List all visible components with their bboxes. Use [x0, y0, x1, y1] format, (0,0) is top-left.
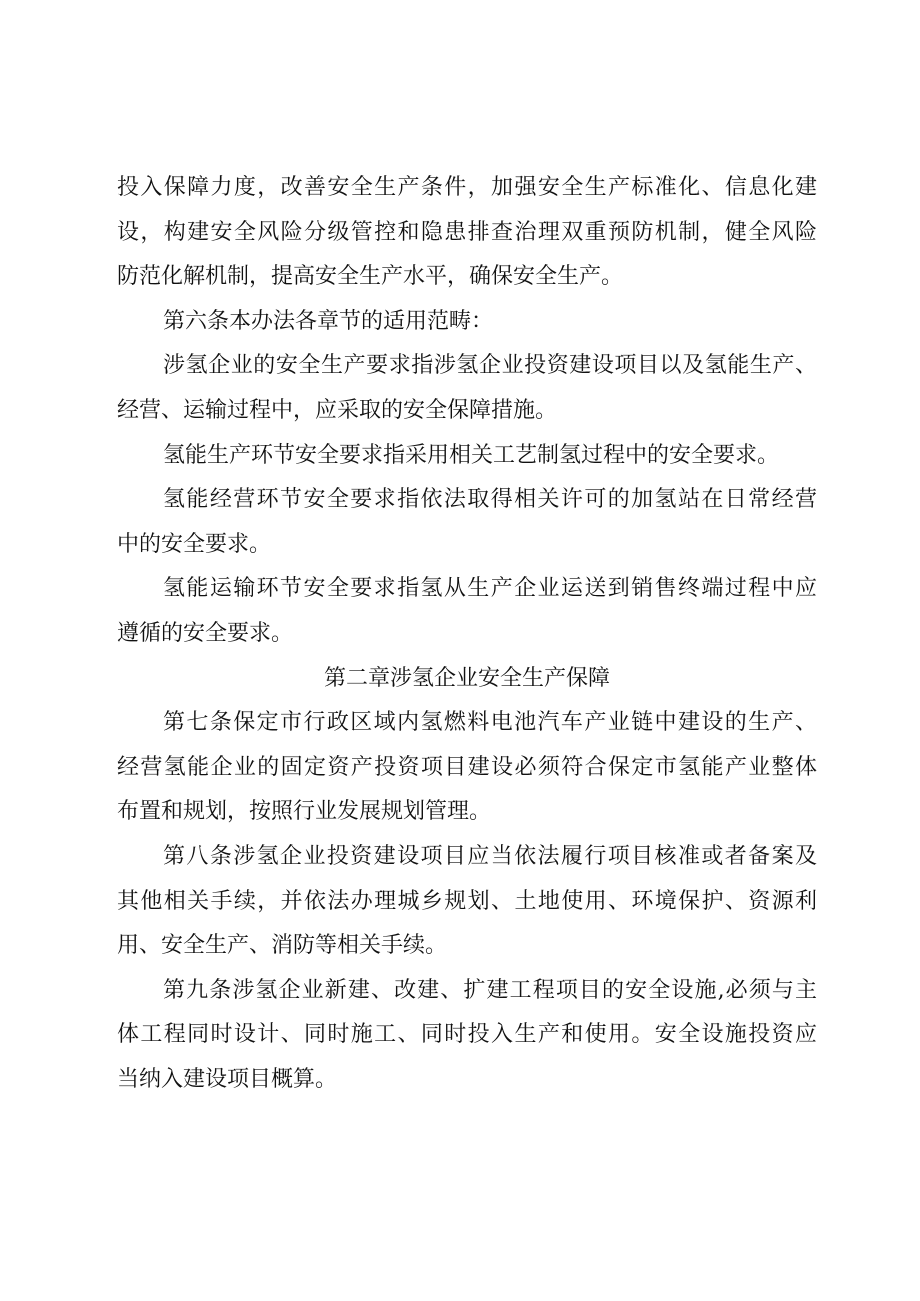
article-heading: 第六条本办法各章节的适用范畴：	[163, 308, 494, 334]
paragraph-line: 遵循的安全要求。	[117, 620, 294, 646]
paragraph-line: 氢能生产环节安全要求指采用相关工艺制氢过程中的安全要求。	[163, 442, 780, 468]
paragraph-line: 氢能运输环节安全要求指氢从生产企业运送到销售终端过程中应	[163, 576, 817, 602]
paragraph-line: 第八条涉氢企业投资建设项目应当依法履行项目核准或者备案及	[163, 843, 817, 869]
paragraph-line: 布置和规划，按照行业发展规划管理。	[117, 799, 492, 825]
paragraph-line: 其他相关手续，并依法办理城乡规划、土地使用、环境保护、资源利	[117, 888, 817, 914]
paragraph-line: 第七条保定市行政区域内氢燃料电池汽车产业链中建设的生产、	[163, 710, 817, 736]
paragraph-line: 经营、运输过程中，应采取的安全保障措施。	[117, 397, 558, 423]
paragraph-line: 涉氢企业的安全生产要求指涉氢企业投资建设项目以及氢能生产、	[163, 353, 817, 379]
paragraph-line: 防范化解机制，提高安全生产水平，确保安全生产。	[117, 264, 624, 290]
paragraph-line: 当纳入建设项目概算。	[117, 1066, 338, 1092]
paragraph-line: 中的安全要求。	[117, 531, 272, 557]
paragraph-line: 经营氢能企业的固定资产投资项目建设必须符合保定市氢能产业整体	[117, 754, 817, 780]
document-body	[117, 166, 817, 1102]
paragraph-line: 氢能经营环节安全要求指依法取得相关许可的加氢站在日常经营	[163, 487, 817, 513]
paragraph-line: 设，构建安全风险分级管控和隐患排查治理双重预防机制，健全风险	[117, 219, 817, 245]
paragraph-line: 用、安全生产、消防等相关手续。	[117, 933, 448, 959]
paragraph-line: 投入保障力度，改善安全生产条件，加强安全生产标准化、信息化建	[117, 175, 817, 200]
paragraph-line: 体工程同时设计、同时施工、同时投入生产和使用。安全设施投资应	[117, 1022, 817, 1048]
paragraph-line: 第九条涉氢企业新建、改建、扩建工程项目的安全设施,必须与主	[163, 977, 817, 1003]
chapter-title: 第二章涉氢企业安全生产保障	[323, 665, 610, 691]
